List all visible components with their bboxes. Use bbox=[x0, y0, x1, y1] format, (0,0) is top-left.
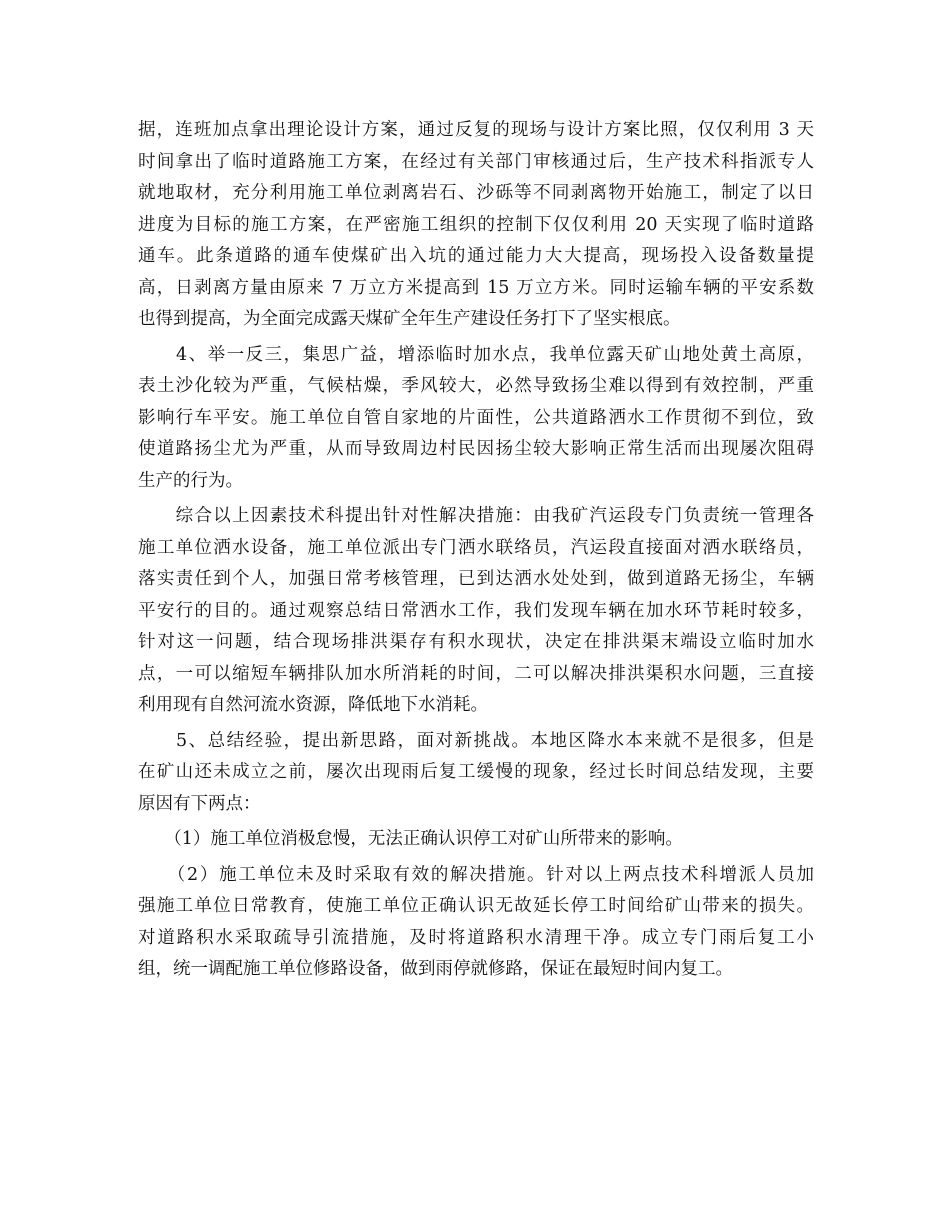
paragraph-measures bbox=[138, 501, 814, 722]
text-line: 点，一可以缩短车辆排队加水所消耗的时间，二可以解决排洪渠积水问题，三直接 bbox=[138, 663, 814, 684]
text-line: 对道路积水采取疏导引流措施，及时将道路积水清理干净。成立专门雨后复工小 bbox=[138, 927, 814, 948]
paragraph-item-4 bbox=[138, 340, 814, 498]
text-line: 5、总结经验，提出新思路，面对新挑战。本地区降水本来就不是很多，但是 bbox=[138, 730, 814, 751]
text-line: 强施工单位日常教育，使施工单位正确认识无故延长停工时间给矿山带来的损失。 bbox=[138, 896, 814, 916]
text-line: 就地取材，充分利用施工单位剥离岩石、沙砾等不同剥离物开始施工，制定了以日 bbox=[138, 183, 814, 203]
text-line: 表土沙化较为严重，气候枯燥，季风较大，必然导致扬尘难以得到有效控制，严重 bbox=[138, 376, 814, 396]
text-line: 利用现有自然河流水资源，降低地下水消耗。 bbox=[138, 695, 488, 715]
text-line: 也得到提高，为全面完成露天煤矿全年生产建设任务打下了坚实根底。 bbox=[138, 309, 681, 329]
text-line: 针对这一问题，结合现场排洪渠存有积水现状，决定在排洪渠末端设立临时加水 bbox=[138, 632, 814, 652]
text-line: （1）施工单位消极怠慢，无法正确认识停工对矿山所带来的影响。 bbox=[138, 829, 683, 849]
text-line: 据，连班加点拿出理论设计方案，通过反复的现场与设计方案比照，仅仅利用 3 天 bbox=[138, 120, 814, 140]
text-line: 施工单位洒水设备，施工单位派出专门洒水联络员，汽运段直接面对洒水联络员， bbox=[138, 537, 814, 558]
text-line: 原因有下两点： bbox=[138, 793, 261, 814]
text-line: 进度为目标的施工方案，在严密施工组织的控制下仅仅利用 20 天实现了临时道路 bbox=[138, 214, 814, 235]
text-line: 平安行的目的。通过观察总结日常洒水工作，我们发现车辆在加水环节耗时较多， bbox=[138, 600, 814, 621]
text-line: 综合以上因素技术科提出针对性解决措施：由我矿汽运段专门负责统一管理各 bbox=[138, 506, 814, 526]
text-line: 高，日剥离方量由原来 7 万立方米提高到 15 万立方米。同时运输车辆的平安系数 bbox=[138, 277, 814, 298]
paragraph-reason-1 bbox=[138, 824, 814, 856]
text-line: 使道路扬尘尤为严重，从而导致周边村民因扬尘较大影响正常生活而出现屡次阻碍 bbox=[138, 439, 814, 459]
text-line: 在矿山还未成立之前，屡次出现雨后复工缓慢的现象，经过长时间总结发现，主要 bbox=[138, 762, 814, 782]
text-line: 组，统一调配施工单位修路设备，做到雨停就修路，保证在最短时间内复工。 bbox=[138, 959, 733, 979]
text-line: （2）施工单位未及时采取有效的解决措施。针对以上两点技术科增派人员加 bbox=[138, 864, 814, 885]
text-line: 生产的行为。 bbox=[138, 470, 243, 491]
paragraph-reason-2 bbox=[138, 860, 814, 986]
paragraph-item-5 bbox=[138, 726, 814, 821]
text-line: 影响行车平安。施工单位自管自家地的片面性，公共道路洒水工作贯彻不到位，致 bbox=[138, 407, 814, 428]
paragraph-road-construction bbox=[138, 115, 814, 336]
text-line: 通车。此条道路的通车使煤矿出入坑的通过能力大大提高，现场投入设备数量提 bbox=[138, 246, 814, 266]
document-body bbox=[138, 115, 814, 990]
text-line: 4、举一反三，集思广益，增添临时加水点，我单位露天矿山地处黄土高原， bbox=[138, 344, 814, 365]
text-line: 时间拿出了临时道路施工方案，在经过有关部门审核通过后，生产技术科指派专人 bbox=[138, 151, 814, 172]
text-line: 落实责任到个人，加强日常考核管理，已到达洒水处处到，做到道路无扬尘，车辆 bbox=[138, 569, 814, 589]
